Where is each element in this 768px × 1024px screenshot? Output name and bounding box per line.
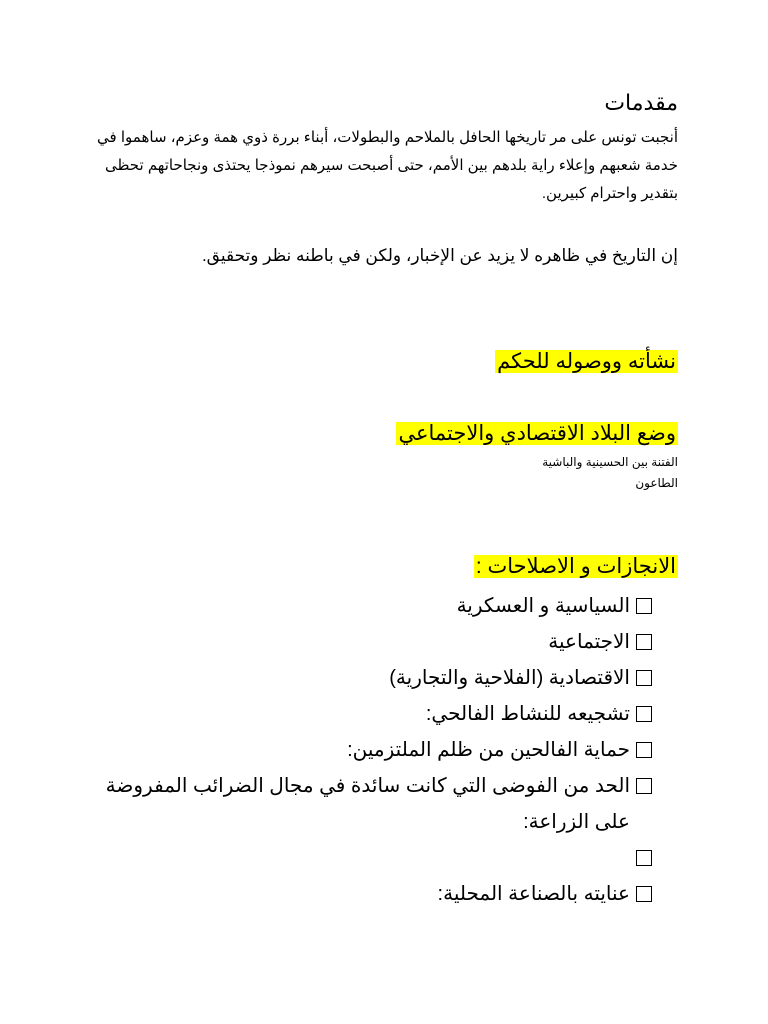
checklist-item-label xyxy=(624,847,630,869)
intro-paragraph: أنجبت تونس على مر تاريخها الحافل بالملاحم والبطولات، أبناء بررة ذوي همة وعزم، ساهموا في خدمة شعبهم وإعلاء راية بلدهم بين الأمم، حتى أصبحت سيرهم نموذجا يحتذى ونجاحاتهم تحظى بتقدير واحترام كبيرين. xyxy=(97,129,678,202)
heading-rise-to-power xyxy=(495,347,678,377)
checklist-item xyxy=(78,840,678,876)
checklist-item-label: الحد من الفوضى التي كانت سائدة في مجال الضرائب المفروضة على الزراعة: xyxy=(105,775,630,833)
checkbox[interactable] xyxy=(636,634,652,650)
checklist-item xyxy=(78,876,678,912)
checklist-item-label: الاجتماعية xyxy=(548,631,630,653)
checkbox[interactable] xyxy=(636,598,652,614)
heading-economic-social-state xyxy=(396,419,678,449)
checklist-item-label: حماية الفالحين من ظلم الملتزمين: xyxy=(347,739,630,761)
reforms-checklist xyxy=(78,588,678,912)
checkbox[interactable] xyxy=(636,742,652,758)
checklist-item-label: عنايته بالصناعة المحلية: xyxy=(437,883,630,905)
sub-item: الفتنة بين الحسينية والباشية xyxy=(542,455,678,469)
checklist-item xyxy=(78,768,678,840)
section-title: مقدمات xyxy=(604,90,678,115)
checkbox[interactable] xyxy=(636,886,652,902)
heading-state-text: وضع البلاد الاقتصادي والاجتماعي xyxy=(398,422,676,445)
heading-achievements xyxy=(474,552,678,582)
checkbox[interactable] xyxy=(636,778,652,794)
checkbox[interactable] xyxy=(636,706,652,722)
checkbox[interactable] xyxy=(636,850,652,866)
checklist-item-label: الاقتصادية (الفلاحية والتجارية) xyxy=(389,667,630,689)
checklist-item xyxy=(78,588,678,624)
checkbox[interactable] xyxy=(636,670,652,686)
heading-achievements-text: الانجازات و الاصلاحات : xyxy=(475,555,676,578)
checklist-item xyxy=(78,624,678,660)
checklist-item xyxy=(78,732,678,768)
heading-rise-text: نشأته ووصوله للحكم xyxy=(497,350,676,373)
checklist-item xyxy=(78,660,678,696)
checklist-item xyxy=(78,696,678,732)
checklist-item-label: السياسية و العسكرية xyxy=(456,595,630,617)
quote-paragraph: إن التاريخ في ظاهره لا يزيد عن الإخبار، ولكن في باطنه نظر وتحقيق. xyxy=(201,246,678,265)
sub-item: الطاعون xyxy=(635,476,678,490)
checklist-item-label: تشجيعه للنشاط الفالحي: xyxy=(425,703,630,725)
